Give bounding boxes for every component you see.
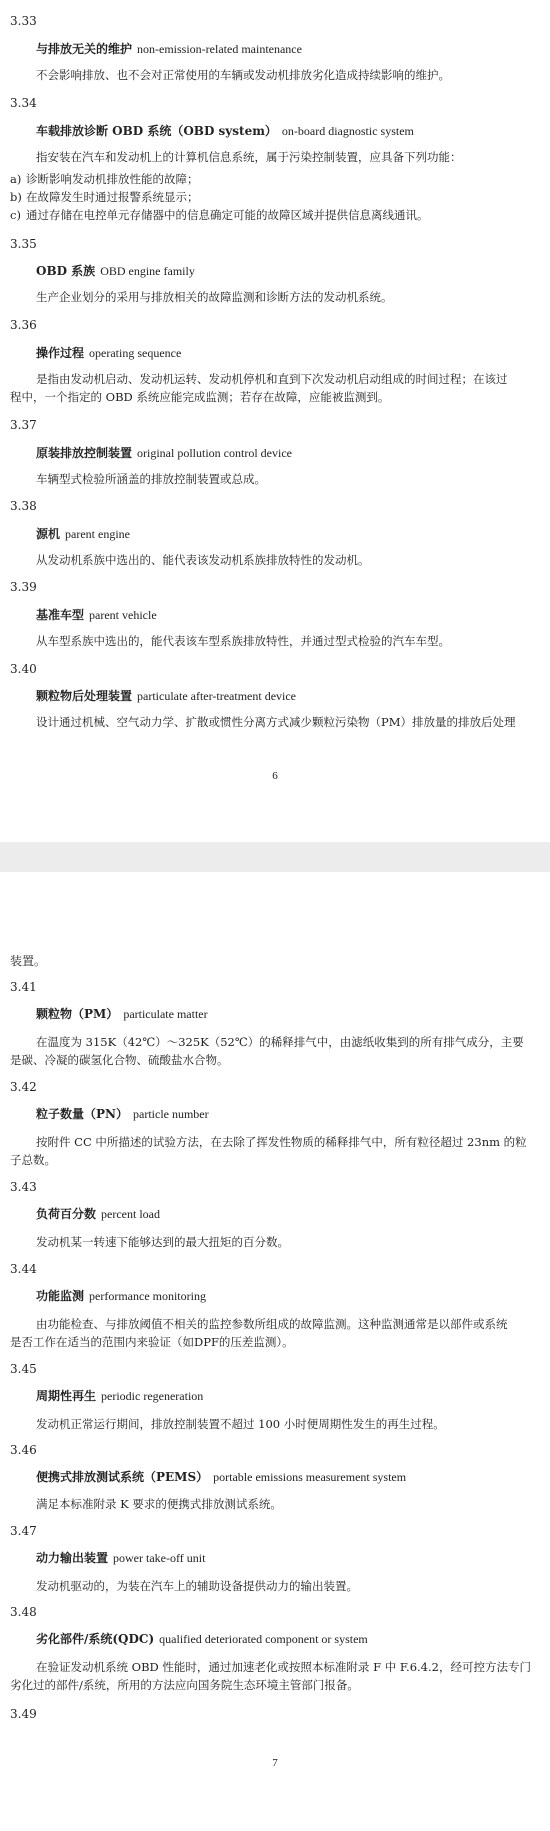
term-en: percent load (101, 1207, 160, 1221)
definition-line: 发动机某一转速下能够达到的最大扭矩的百分数。 (36, 1235, 289, 1249)
term-zh: 操作过程 (36, 346, 85, 360)
term-en: power take-off unit (113, 1551, 206, 1565)
list-item (10, 188, 540, 206)
definition-line: 是否工作在适当的范围内来验证（如DPF的压差监测）。 (10, 1335, 294, 1349)
definition-line: 发动机驱动的，为装在汽车上的辅助设备提供动力的输出装置。 (36, 1579, 358, 1593)
definition-line: 程中，一个指定的 OBD 系统应能完成监测；若存在故障，应能被监测到。 (10, 390, 390, 404)
term-en: original pollution control device (137, 446, 292, 460)
definition-line: 生产企业划分的采用与排放相关的故障监测和诊断方法的发动机系统。 (36, 290, 393, 304)
definition-line: 设计通过机械、空气动力学、扩散或惯性分离方式减少颗粒污染物（PM）排放量的排放后处理 (36, 715, 516, 729)
term-heading (36, 1207, 160, 1221)
list-text: 通过存储在电控单元存储器中的信息确定可能的故障区域并提供信息离线通讯。 (26, 208, 429, 222)
section-number: 3.47 (10, 1524, 37, 1538)
section-number: 3.40 (10, 662, 37, 676)
term-heading (36, 1107, 209, 1121)
term-zh: 基准车型 (36, 608, 85, 622)
definition-line: 在温度为 315K（42℃）～325K（52℃）的稀释排气中，由滤纸收集到的所有排气成分，主要 (36, 1035, 524, 1049)
term-en: parent vehicle (89, 608, 157, 622)
page-number: 6 (272, 770, 278, 782)
term-zh: 周期性再生 (36, 1389, 97, 1403)
term-zh: 原装排放控制装置 (36, 446, 133, 460)
term-zh: 功能监测 (36, 1289, 85, 1303)
term-en: particulate after-treatment device (137, 689, 297, 703)
term-heading (36, 527, 130, 541)
section-number: 3.35 (10, 237, 37, 251)
term-heading (36, 1470, 406, 1484)
definition (36, 470, 541, 488)
term-heading (36, 446, 292, 460)
term-zh: 颗粒物（PM） (36, 1007, 119, 1021)
definition-line: 满足本标准附录 K 要求的便携式排放测试系统。 (36, 1497, 282, 1511)
list-marker: c) (10, 208, 21, 222)
term-heading (36, 1389, 203, 1403)
term-zh: 负荷百分数 (36, 1207, 97, 1221)
section-number: 3.36 (10, 318, 37, 332)
function-list (10, 170, 540, 224)
term-heading (36, 1632, 368, 1646)
term-heading (36, 1289, 206, 1303)
definition (36, 1495, 541, 1513)
definition (36, 632, 541, 650)
definition-line: 发动机正常运行期间，排放控制装置不超过 100 小时便周期性发生的再生过程。 (36, 1417, 445, 1431)
document-page-6 (0, 0, 550, 842)
term-heading (36, 1007, 208, 1021)
continued-text: 装置。 (10, 954, 47, 968)
term-en: periodic regeneration (101, 1389, 204, 1403)
list-item (10, 206, 540, 224)
term-zh: 源机 (36, 527, 61, 541)
section-number: 3.41 (10, 980, 37, 994)
document-page-7 (0, 872, 550, 1831)
term-zh: 劣化部件/系统(QDC) (36, 1632, 155, 1646)
definition (36, 148, 541, 166)
definition-line: 由功能检查、与排放阈值不相关的监控参数所组成的故障监测。这种监测通常是以部件或系统 (36, 1317, 508, 1331)
definition (10, 1033, 541, 1069)
definition-line: 从发动机系族中选出的、能代表该发动机系族排放特性的发动机。 (36, 553, 370, 567)
definition-line: 在验证发动机系统 OBD 性能时，通过加速老化或按照本标准附录 F 中 F.6.4.2，经可控方法专门 (36, 1660, 531, 1674)
definition-line: 从车型系族中选出的，能代表该车型系族排放特性，并通过型式检验的汽车车型。 (36, 634, 450, 648)
definition-line: 按附件 CC 中所描述的试验方法，在去除了挥发性物质的稀释排气中，所有粒径超过 23nm 的粒 (36, 1135, 527, 1149)
term-en: qualified deteriorated component or system (159, 1632, 368, 1646)
section-number: 3.37 (10, 418, 37, 432)
term-zh: 粒子数量（PN） (36, 1107, 128, 1121)
term-en: particulate matter (123, 1007, 208, 1021)
list-marker: b) (10, 190, 22, 204)
definition-line: 子总数。 (10, 1153, 56, 1167)
section-number: 3.43 (10, 1180, 37, 1194)
definition-line: 指安装在汽车和发动机上的计算机信息系统，属于污染控制装置，应具备下列功能： (36, 150, 462, 164)
definition (10, 1133, 541, 1169)
term-heading (36, 42, 302, 56)
definition (10, 1658, 541, 1694)
definition-line: 是指由发动机启动、发动机运转、发动机停机和直到下次发动机启动组成的时间过程；在该过 (36, 372, 508, 386)
section-number: 3.34 (10, 96, 37, 110)
term-en: portable emissions measurement system (213, 1470, 407, 1484)
definition (36, 288, 541, 306)
definition-line: 劣化过的部件/系统，所用的方法应向国务院生态环境主管部门报备。 (10, 1678, 359, 1692)
definition (36, 1233, 541, 1251)
term-zh: 与排放无关的维护 (36, 42, 133, 56)
term-heading (36, 124, 414, 138)
definition (36, 713, 541, 731)
term-en: non-emission-related maintenance (137, 42, 302, 56)
definition (36, 1577, 541, 1595)
section-number: 3.48 (10, 1605, 37, 1619)
list-marker: a) (10, 172, 22, 186)
section-number: 3.42 (10, 1080, 37, 1094)
list-text: 在故障发生时通过报警系统显示； (26, 190, 199, 204)
definition (36, 66, 541, 84)
term-zh: 颗粒物后处理装置 (36, 689, 133, 703)
term-en: OBD engine family (100, 264, 195, 278)
page-number: 7 (272, 1757, 278, 1769)
term-zh: 车载排放诊断 OBD 系统（OBD system） (36, 124, 277, 138)
definition-line: 是碳、冷凝的碳氢化合物、硫酸盐水合物。 (10, 1053, 229, 1067)
section-number: 3.46 (10, 1443, 37, 1457)
list-item (10, 170, 540, 188)
definition (10, 1315, 541, 1351)
term-zh: 便携式排放测试系统（PEMS） (36, 1470, 209, 1484)
term-heading (36, 1551, 205, 1565)
section-number: 3.38 (10, 499, 37, 513)
term-en: operating sequence (89, 346, 182, 360)
term-zh: 动力输出装置 (36, 1551, 109, 1565)
term-zh: OBD 系族 (36, 264, 96, 278)
term-heading (36, 346, 181, 360)
term-heading (36, 608, 157, 622)
term-en: parent engine (65, 527, 130, 541)
definition (10, 370, 541, 406)
definition-line: 不会影响排放、也不会对正常使用的车辆或发动机排放劣化造成持续影响的维护。 (36, 68, 450, 82)
section-number: 3.33 (10, 14, 37, 28)
definition (36, 1415, 541, 1433)
section-number: 3.45 (10, 1362, 37, 1376)
section-number: 3.44 (10, 1262, 37, 1276)
section-number: 3.39 (10, 580, 37, 594)
term-en: performance monitoring (89, 1289, 206, 1303)
term-heading (36, 689, 296, 703)
list-text: 诊断影响发动机排放性能的故障； (26, 172, 199, 186)
term-heading (36, 264, 195, 278)
term-en: particle number (133, 1107, 209, 1121)
definition-line: 车辆型式检验所涵盖的排放控制装置或总成。 (36, 472, 266, 486)
term-en: on-board diagnostic system (281, 124, 414, 138)
section-number: 3.49 (10, 1707, 37, 1721)
definition (36, 551, 541, 569)
